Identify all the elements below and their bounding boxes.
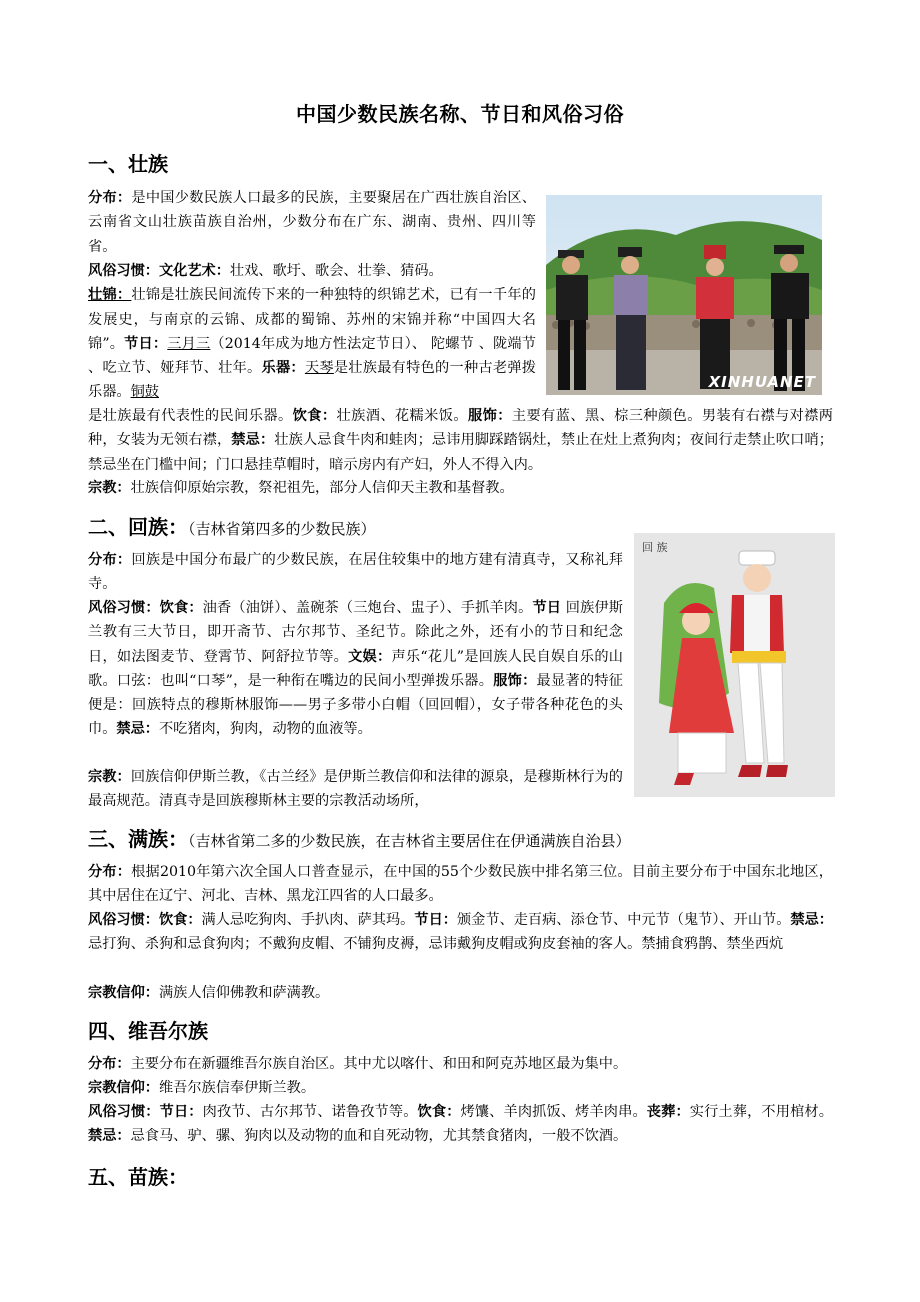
link-sanyuesan[interactable]: 三月三: [167, 335, 211, 352]
page-title: 中国少数民族名称、节日和风俗习俗: [296, 102, 624, 126]
uyghur-customs: 风俗习惯：节日：肉孜节、古尔邦节、诺鲁孜节等。饮食：烤馕、羊肉抓饭、烤羊肉串。丧葬：实行土葬，不用棺材。 禁忌：忌食马、驴、骡、狗肉以及动物的血和自死动物，尤其禁食猪肉，一般不饮酒。: [88, 1104, 833, 1145]
hui-customs: 风俗习惯：饮食：油香（油饼）、盖碗茶（三炮台、盅子）、手抓羊肉。节日 回族伊斯兰教有三大节日，即开斋节、古尔邦节、圣纪节。除此之外，还有小的节日和纪念日，如法图麦节、登霄节、阿舒拉节等。文娱：声乐“花儿”是回族人民自娱自乐的山歌。口弦：也叫“口琴”，是一种衔在嘴边的民间小型弹拨乐器。服饰：最显著的特征便是：回族特点的穆斯林服饰——男子多带小白帽（回回帽），女子带各种花色的头巾。禁忌：不吃猪肉，狗肉，动物的血液等。: [88, 600, 623, 738]
uyghur-religion: 宗教信仰：维吾尔族信奉伊斯兰教。: [88, 1080, 316, 1096]
illustration-caption: 回 族: [642, 541, 668, 554]
zhuang-customs-paragraph-1: 风俗习惯：文化艺术：壮戏、歌圩、歌会、壮拳、猜码。 壮锦：壮锦是壮族民间流传下来的一种独特的织锦艺术，已有一千年的发展史，与南京的云锦、成都的蜀锦、苏州的宋锦并称“中国四大名锦”。节日：三月三（2014年成为地方性法定节日）、 陀螺节 、陇端节 、吃立节、娅拜节、壮年。乐器：天琴是壮族最有特色的一种古老弹拨乐器。铜鼓: [88, 263, 536, 401]
link-tonggu[interactable]: 铜鼓: [130, 384, 159, 401]
zhuang-customs-paragraph-2: 是壮族最有代表性的民间乐器。饮食：壮族酒、花糯米饭。服饰：主要有蓝、黑、棕三种颜色。男装有右襟与对襟两种，女装为无领右襟，禁忌：壮族人忌食牛肉和蛙肉；忌讳用脚踩踏锅灶，禁止在灶上煮狗肉；夜间行走禁止吹口哨；禁忌坐在门槛中间；门口悬挂草帽时，暗示房内有产妇，外人不得入内。: [88, 408, 833, 473]
link-tianqin[interactable]: 天琴: [304, 360, 334, 377]
manchu-religion: 宗教信仰：满族人信仰佛教和萨满教。: [88, 985, 330, 1001]
section-heading-uyghur: 四、维吾尔族: [88, 1019, 208, 1043]
zhuang-people-image: [546, 195, 822, 395]
photo-watermark: XINHUANET: [708, 373, 816, 391]
section-heading-manchu: 三、满族：（吉林省第二多的少数民族，在吉林省主要居住在伊通满族自治县）: [88, 827, 631, 851]
zhuang-photo: [546, 195, 822, 395]
manchu-distribution: 分布：根据2010年第六次全国人口普查显示，在中国的55个少数民族中排名第三位。目前主要分布于中国东北地区，其中居住在辽宁、河北、吉林、黑龙江四省的人口最多。: [88, 864, 833, 905]
zhuang-religion: 宗教：壮族信仰原始宗教，祭祀祖先，部分人信仰天主教和基督教。: [88, 480, 514, 496]
manchu-customs: 风俗习惯：饮食：满人忌吃狗肉、手扒肉、萨其玛。节日：颁金节、走百病、添仓节、中元节（鬼节）、开山节。禁忌：忌打狗、杀狗和忌食狗肉；不戴狗皮帽、不铺狗皮褥，忌讳戴狗皮帽或狗皮套袖的客人。禁捕食鸦鹊、禁坐西炕: [88, 912, 833, 953]
hui-couple-image: [634, 533, 835, 797]
hui-distribution: 分布：回族是中国分布最广的少数民族，在居住较集中的地方建有清真寺，又称礼拜寺。: [88, 552, 623, 593]
zhuang-distribution: 分布：是中国少数民族人口最多的民族，主要聚居在广西壮族自治区、云南省文山壮族苗族自治州，少数分布在广东、湖南、贵州、四川等省。: [88, 190, 536, 255]
section-heading-miao: 五、苗族：: [88, 1165, 188, 1189]
uyghur-distribution: 分布：主要分布在新疆维吾尔族自治区。其中尤以喀什、和田和阿克苏地区最为集中。: [88, 1056, 628, 1072]
section-heading-zhuang: 一、壮族: [88, 152, 168, 176]
hui-religion: 宗教：回族信仰伊斯兰教，《古兰经》是伊斯兰教信仰和法律的源泉，是穆斯林行为的最高规范。清真寺是回族穆斯林主要的宗教活动场所，: [88, 769, 623, 810]
hui-illustration: [634, 533, 835, 797]
section-heading-hui: 二、回族：（吉林省第四多的少数民族）: [88, 515, 376, 539]
